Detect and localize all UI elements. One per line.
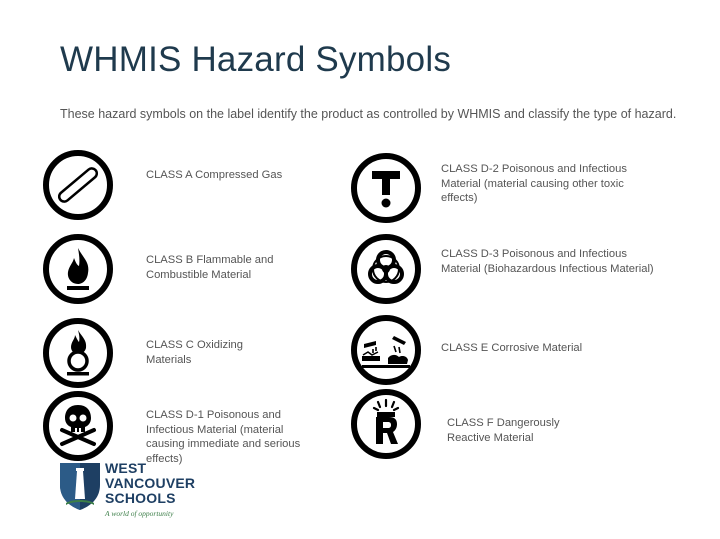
- hazard-label-class-d3: CLASS D-3 Poisonous and Infectious Material (Biohazardous Infectious Material): [441, 248, 654, 275]
- intro-text: These hazard symbols on the label identify the product as controlled by WHMIS and classify the type of hazard.: [60, 107, 677, 121]
- reactive-r-icon: [350, 388, 422, 460]
- lighthouse-shield-icon: [58, 459, 102, 511]
- corrosive-icon: [350, 314, 422, 386]
- hazard-label-class-d1: CLASS D-1 Poisonous and Infectious Material (material causing immediate and serious effects): [146, 409, 301, 465]
- logo-line-2: VANCOUVER: [105, 475, 196, 491]
- logo-line-1: WEST: [105, 460, 147, 476]
- logo-tagline: A world of opportunity: [105, 509, 174, 518]
- flame-icon: [42, 233, 114, 305]
- toxic-t-icon: [350, 152, 422, 224]
- flame-over-circle-icon: [42, 317, 114, 389]
- hazard-label-class-d2: CLASS D-2 Poisonous and Infectious Material (material causing other toxic effects): [441, 163, 627, 204]
- skull-crossbones-icon: [42, 390, 114, 462]
- logo-wordmark: [105, 461, 195, 506]
- page-title: WHMIS Hazard Symbols: [60, 40, 452, 79]
- west-vancouver-schools-logo: [58, 459, 238, 523]
- logo-line-3: SCHOOLS: [105, 490, 176, 506]
- hazard-label-class-e: CLASS E Corrosive Material: [441, 342, 583, 354]
- hazard-label-class-a: CLASS A Compressed Gas: [146, 169, 283, 181]
- hazard-label-class-c: CLASS C Oxidizing Materials: [146, 339, 243, 366]
- hazard-label-class-b: CLASS B Flammable and Combustible Material: [146, 254, 274, 281]
- compressed-gas-cylinder-icon: [42, 149, 114, 221]
- hazard-label-class-f: CLASS F Dangerously Reactive Material: [447, 417, 560, 444]
- biohazard-icon: [350, 233, 422, 305]
